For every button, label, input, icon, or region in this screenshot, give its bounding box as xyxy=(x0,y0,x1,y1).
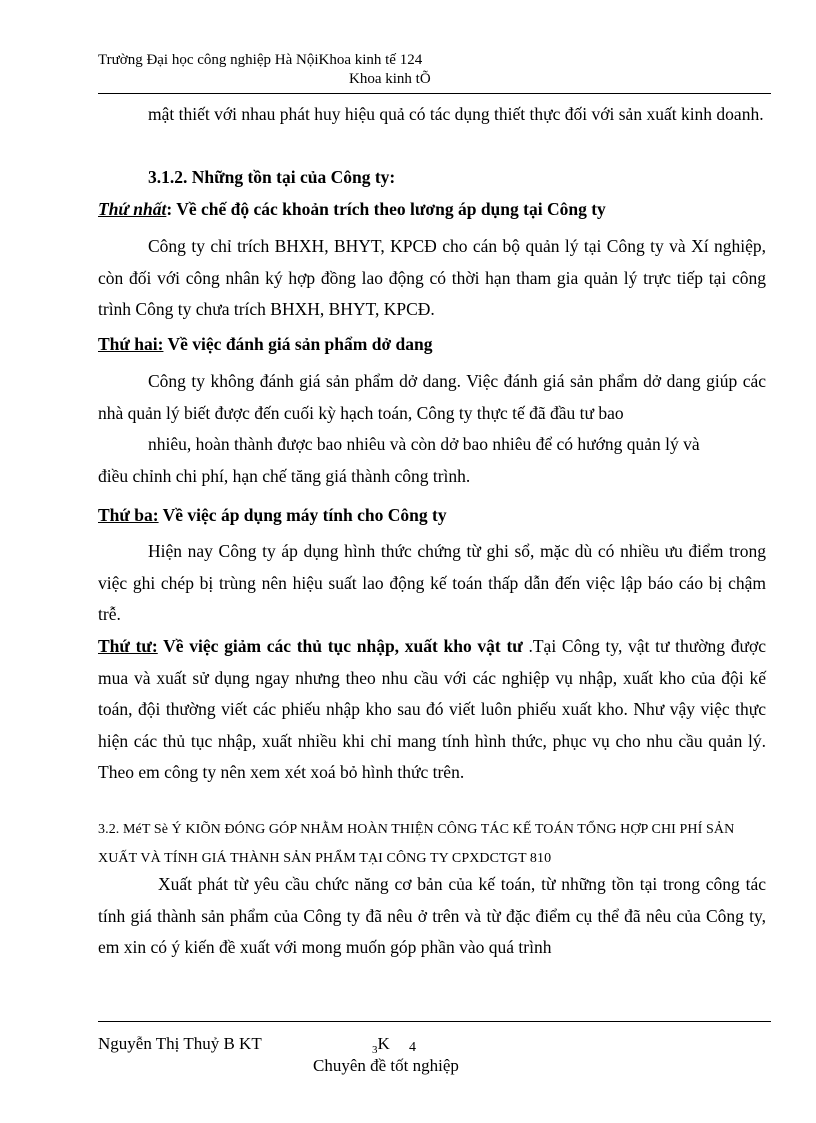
footer-author: Nguyễn Thị Thuỷ B KT xyxy=(98,1034,262,1053)
heading-thu-hai: Thứ hai: Về việc đánh giá sản phẩm dở dang xyxy=(98,334,433,354)
footer-subtitle: Chuyên đề tốt nghiệp xyxy=(313,1056,459,1075)
label-thu-hai: Thứ hai: xyxy=(98,334,164,354)
paragraph-thu-hai: Công ty không đánh giá sản phẩm dở dang. Việc đánh giá sản phẩm dở dang giúp các nhà quản lý biết được đến cuối kỳ hạch toán, Công ty thực tế đã đầu tư bao xyxy=(98,371,766,423)
paragraph-thu-hai-b: nhiêu, hoàn thành được bao nhiêu và còn dở bao nhiêu để có hướng quản lý và xyxy=(148,434,700,454)
section-heading-3-1-2: 3.1.2. Những tồn tại của Công ty: xyxy=(148,167,396,187)
paragraph-continued: mật thiết với nhau phát huy hiệu quả có tác dụng thiết thực đối với sản xuất kinh doanh. xyxy=(148,104,764,124)
heading-thu-nhat: Thứ nhất: Về chế độ các khoản trích theo lương áp dụng tại Công ty xyxy=(98,199,606,219)
paragraph-thu-tu: Thứ tư: Về việc giảm các thủ tục nhập, xuất kho vật tư .Tại Công ty, vật tư thường được mua và xuất sử dụng ngay nhưng theo nhu cầu với các nghiệp vụ nhập, xuất kho của đội kế toán, đội thường viết các phiếu nhập kho sau đó viết luôn phiếu xuất kho. Như vậy việc thực hiện các thủ tục nhập, xuất nhiều khi chỉ mang tính hình thức, phục vụ cho nhu cầu quản lý. Theo em công ty nên xem xét xoá bỏ hình thức trên. xyxy=(98,636,766,782)
header-rule xyxy=(98,93,771,94)
header-line-2: Khoa kinh tÕ xyxy=(349,71,431,87)
paragraph-thu-hai-c: điều chỉnh chi phí, hạn chế tăng giá thành công trình. xyxy=(98,466,471,486)
paragraph-thu-ba: Hiện nay Công ty áp dụng hình thức chứng từ ghi sổ, mặc dù có nhiều ưu điểm trong việc ghi chép bị trùng nên hiệu suất lao động kế toán thấp dẫn đến việc lập báo cáo bị chậm trễ. xyxy=(98,541,766,624)
label-thu-tu: Thứ tư: xyxy=(98,636,158,656)
footer-rule xyxy=(98,1021,771,1022)
section-heading-3-2: 3.2. MéT Sè Ý KIÕN ĐÓNG GÓP NHẰM HOÀN THIỆN CÔNG TÁC KẾ TOÁN TỔNG HỢP CHI PHÍ SẢN XUẤT VÀ TÍNH GIÁ THÀNH SẢN PHẨM TẠI CÔNG TY CPXDCTGT 810 xyxy=(98,822,735,866)
footer-class-code: $_3$K xyxy=(372,1034,390,1056)
paragraph-thu-nhat: Công ty chỉ trích BHXH, BHYT, KPCĐ cho cán bộ quản lý tại Công ty và Xí nghiệp, còn đối với công nhân ký hợp đồng lao động có thời hạn tham gia quản lý trực tiếp tại công trình Công ty chưa trích BHXH, BHYT, KPCĐ. xyxy=(98,236,766,319)
header-line-1: Trường Đại học công nghiệp Hà NộiKhoa kinh tế 124 xyxy=(98,52,423,68)
footer-page-number: 4 xyxy=(409,1040,416,1055)
paragraph-xuat-phat: Xuất phát từ yêu cầu chức năng cơ bản của kế toán, từ những tồn tại trong công tác tính giá thành sản phẩm của Công ty đã nêu ở trên và từ đặc điểm cụ thể đã nêu của Công ty, em xin có ý kiến đề xuất với mong muốn góp phần vào quá trình xyxy=(98,874,766,957)
label-thu-ba: Thứ ba: xyxy=(98,505,159,525)
label-thu-nhat: Thứ nhất xyxy=(98,199,167,219)
heading-thu-ba: Thứ ba: Về việc áp dụng máy tính cho Công ty xyxy=(98,505,447,525)
